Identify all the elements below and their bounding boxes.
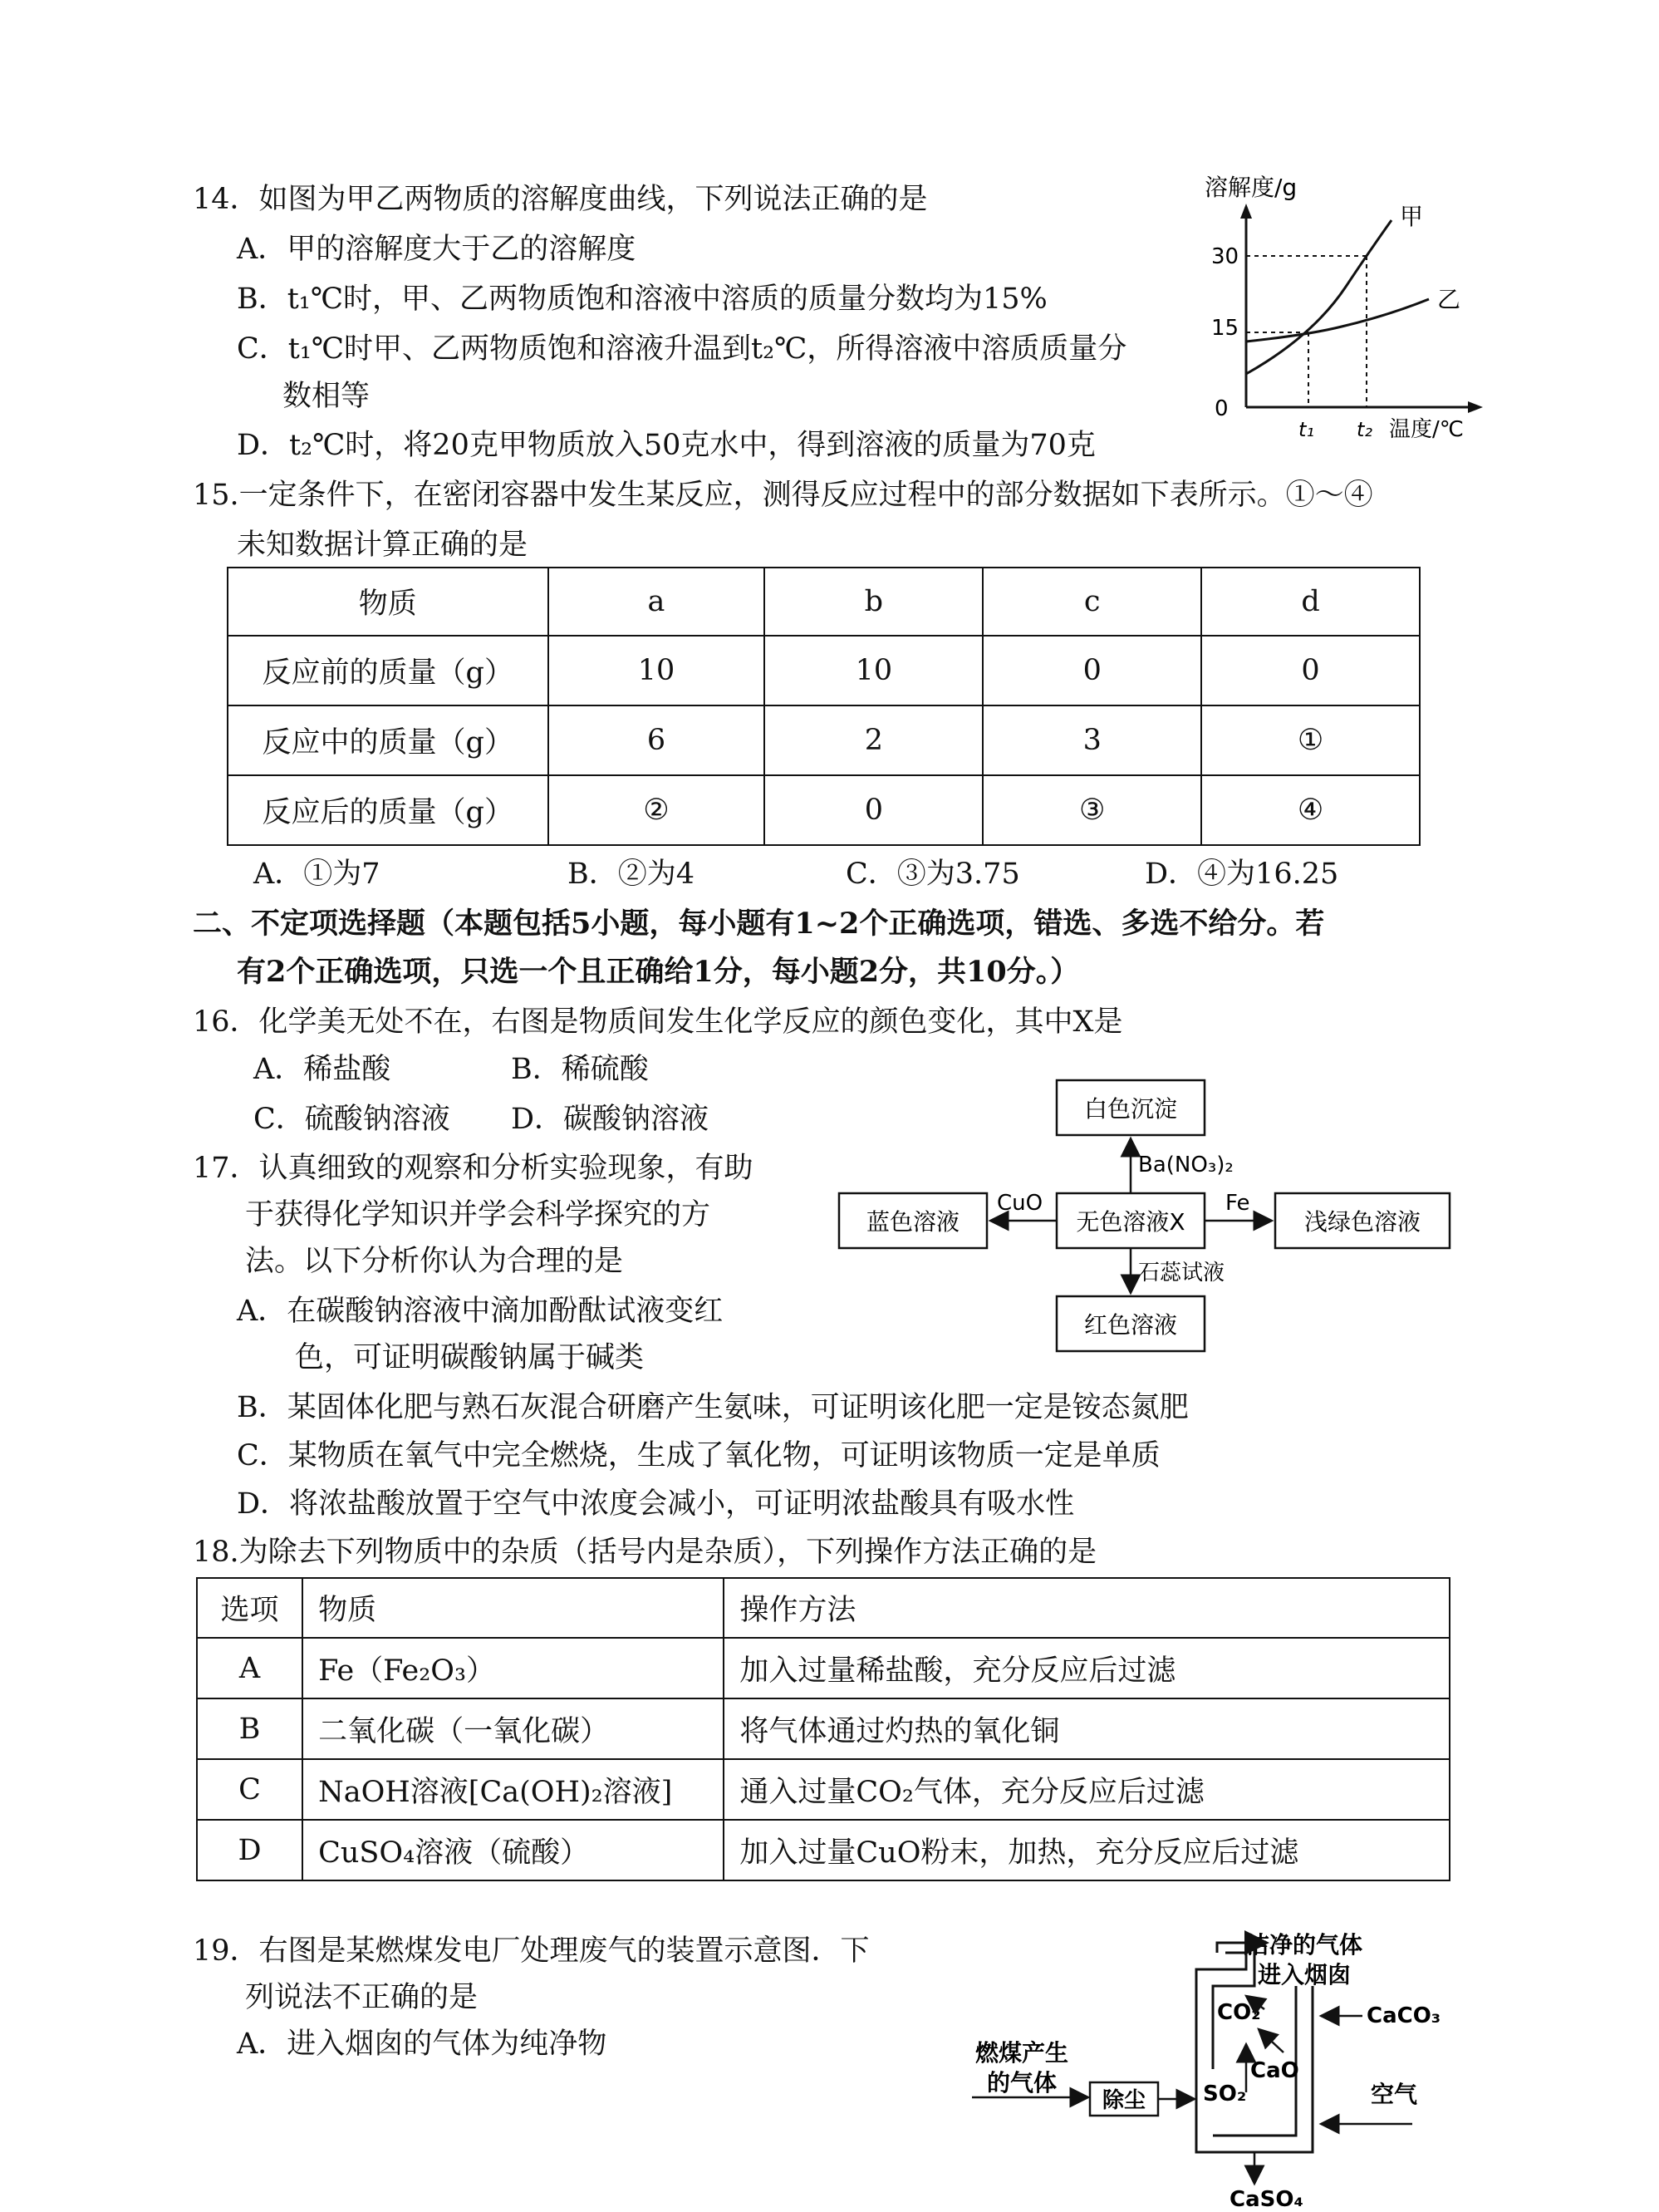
- table-cell: 加入过量CuO粉末，加热，充分反应后过滤: [724, 1820, 1450, 1880]
- text-red-solution: 红色溶液: [1083, 1311, 1178, 1339]
- table-cell: 通入过量CO₂气体，充分反应后过滤: [724, 1759, 1450, 1820]
- table-cell: a: [548, 568, 765, 636]
- text-green-solution: 浅绿色溶液: [1303, 1208, 1421, 1236]
- q15-stem-cont: 未知数据计算正确的是: [237, 528, 528, 562]
- chart-xlabel: 温度/℃: [1389, 417, 1464, 442]
- text-blue-solution: 蓝色溶液: [866, 1208, 960, 1236]
- table-cell: c: [983, 568, 1201, 636]
- table-cell: 3: [983, 705, 1201, 775]
- table-cell: ④: [1201, 775, 1420, 845]
- table-cell: 选项: [197, 1578, 302, 1638]
- table-cell: 10: [764, 636, 983, 705]
- table-cell: 物质: [302, 1578, 724, 1638]
- q19-stem: 19．右图是某燃煤发电厂处理废气的装置示意图．下: [193, 1934, 870, 1968]
- chart-ylabel: 溶解度/g: [1205, 174, 1298, 201]
- table-row: [197, 1638, 1450, 1698]
- series-label-yi: 乙: [1437, 286, 1461, 313]
- table-cell: ③: [983, 775, 1201, 845]
- curve-jia: [1246, 220, 1391, 374]
- table-cell: C: [197, 1759, 302, 1820]
- q17-option-b: B．某固体化肥与熟石灰混合研磨产生氨味，可证明该化肥一定是铵态氮肥: [237, 1391, 1189, 1424]
- q14-option-c: C．t₁℃时甲、乙两物质饱和溶液升温到t₂℃，所得溶液中溶质质量分: [237, 332, 1127, 366]
- q17-option-c: C．某物质在氧气中完全燃烧，生成了氧化物，可证明该物质一定是单质: [237, 1439, 1161, 1472]
- q16-option-c: C．硫酸钠溶液: [253, 1103, 450, 1136]
- q14-option-a: A．甲的溶解度大于乙的溶解度: [237, 233, 636, 266]
- section2-heading-cont: 有2个正确选项，只选一个且正确给1分，每小题2分，共10分。）: [237, 955, 1080, 989]
- chart-xtick-t2: t₂: [1357, 418, 1373, 441]
- series-label-jia: 甲: [1400, 203, 1424, 230]
- table-cell: 二氧化碳（一氧化碳）: [302, 1698, 724, 1759]
- text-dust-removal: 除尘: [1102, 2088, 1146, 2113]
- chart-xtick-t1: t₁: [1298, 418, 1315, 441]
- table-row: [197, 1698, 1450, 1759]
- q15-option-c: C．③为3.75: [846, 858, 1020, 891]
- table-cell: 0: [1201, 636, 1420, 705]
- q14-option-b: B．t₁℃时，甲、乙两物质饱和溶液中溶质的质量分数均为15%: [237, 283, 1048, 316]
- table-row: [228, 705, 1420, 775]
- table-row: [228, 636, 1420, 705]
- label-litmus: 石蕊试液: [1138, 1261, 1225, 1285]
- table-cell: 6: [548, 705, 765, 775]
- q17-option-a-cont: 色，可证明碳酸钠属于碱类: [295, 1341, 645, 1374]
- label-cuo: CuO: [997, 1191, 1043, 1216]
- table-cell: A: [197, 1638, 302, 1698]
- reaction-diagram: [831, 1072, 1462, 1354]
- table-cell: 反应中的质量（g）: [228, 705, 548, 775]
- q16-option-d: D．碳酸钠溶液: [511, 1103, 709, 1136]
- solubility-chart: [1196, 170, 1495, 453]
- table-cell: b: [764, 568, 983, 636]
- curve-yi: [1246, 299, 1429, 342]
- table-cell: D: [197, 1820, 302, 1880]
- table-row: [197, 1759, 1450, 1820]
- label-co2: CO₂: [1217, 2000, 1261, 2025]
- table-cell: ①: [1201, 705, 1420, 775]
- q14-option-d: D．t₂℃时，将20克甲物质放入50克水中，得到溶液的质量为70克: [237, 429, 1096, 462]
- label-cao: CaO: [1250, 2058, 1299, 2083]
- label-clean-gas: 洁净的气体: [1245, 1931, 1363, 1959]
- q15-option-d: D．④为16.25: [1145, 858, 1339, 891]
- q17-option-a: A．在碳酸钠溶液中滴加酚酞试液变红: [237, 1295, 724, 1328]
- table-cell: 反应后的质量（g）: [228, 775, 548, 845]
- table-cell: Fe（Fe₂O₃）: [302, 1638, 724, 1698]
- label-ba-no3: Ba(NO₃)₂: [1138, 1153, 1234, 1177]
- label-so2: SO₂: [1203, 2082, 1247, 2106]
- text-colorless-x: 无色溶液X: [1076, 1208, 1185, 1236]
- table-row: [197, 1578, 1450, 1638]
- q16-option-b: B．稀硫酸: [511, 1053, 649, 1086]
- table-cell: 将气体通过灼热的氧化铜: [724, 1698, 1450, 1759]
- section2-heading: 二、不定项选择题（本题包括5小题，每小题有1~2个正确选项，错选、多选不给分。若: [193, 907, 1325, 941]
- table-cell: 10: [548, 636, 765, 705]
- label-fe: Fe: [1225, 1191, 1250, 1216]
- q15-table: [227, 567, 1421, 846]
- label-caco3: CaCO₃: [1367, 2003, 1441, 2028]
- table-cell: 2: [764, 705, 983, 775]
- q16-stem: 16．化学美无处不在，右图是物质间发生化学反应的颜色变化，其中X是: [193, 1005, 1123, 1039]
- q15-option-a: A．①为7: [253, 858, 380, 891]
- table-cell: 0: [764, 775, 983, 845]
- q19-stem-cont: 列说法不正确的是: [245, 1981, 479, 2014]
- q14-option-c-cont: 数相等: [282, 380, 371, 413]
- chart-ytick-15: 15: [1211, 316, 1239, 341]
- q18-stem: 18.为除去下列物质中的杂质（括号内是杂质），下列操作方法正确的是: [193, 1536, 1097, 1569]
- table-row: [228, 775, 1420, 845]
- q17-option-d: D．将浓盐酸放置于空气中浓度会减小，可证明浓盐酸具有吸水性: [237, 1487, 1075, 1521]
- q15-option-b: B．②为4: [567, 858, 695, 891]
- table-cell: ②: [548, 775, 765, 845]
- q17-stem-cont2: 法。以下分析你认为合理的是: [245, 1245, 624, 1278]
- table-cell: CuSO₄溶液（硫酸）: [302, 1820, 724, 1880]
- label-air: 空气: [1371, 2081, 1418, 2108]
- table-cell: 反应前的质量（g）: [228, 636, 548, 705]
- table-cell: 0: [983, 636, 1201, 705]
- text-white-precipitate: 白色沉淀: [1083, 1095, 1178, 1123]
- label-coal-gas-cont: 的气体: [986, 2069, 1058, 2096]
- table-cell: B: [197, 1698, 302, 1759]
- q19-option-a: A．进入烟囱的气体为纯净物: [237, 2028, 607, 2061]
- q18-table: [196, 1577, 1450, 1881]
- q15-stem: 15.一定条件下，在密闭容器中发生某反应，测得反应过程中的部分数据如下表所示。①～④: [193, 479, 1373, 512]
- table-cell: 操作方法: [724, 1578, 1450, 1638]
- q16-option-a: A．稀盐酸: [253, 1053, 391, 1086]
- q17-stem: 17．认真细致的观察和分析实验现象，有助: [193, 1152, 753, 1185]
- chart-ytick-0: 0: [1215, 396, 1229, 421]
- label-coal-gas: 燃煤产生: [974, 2039, 1069, 2067]
- table-row: [197, 1820, 1450, 1880]
- table-cell: NaOH溶液[Ca(OH)₂溶液]: [302, 1759, 724, 1820]
- chart-ytick-30: 30: [1211, 244, 1239, 269]
- label-into-chimney: 进入烟囱: [1257, 1961, 1352, 1988]
- flue-gas-diagram: [964, 1920, 1462, 2210]
- table-cell: 加入过量稀盐酸，充分反应后过滤: [724, 1638, 1450, 1698]
- q17-stem-cont1: 于获得化学知识并学会科学探究的方: [245, 1198, 711, 1231]
- table-cell: 物质: [228, 568, 548, 636]
- table-row: [228, 568, 1420, 636]
- table-cell: d: [1201, 568, 1420, 636]
- label-caso4: CaSO₄: [1230, 2187, 1303, 2210]
- q14-stem: 14．如图为甲乙两物质的溶解度曲线，下列说法正确的是: [193, 183, 928, 216]
